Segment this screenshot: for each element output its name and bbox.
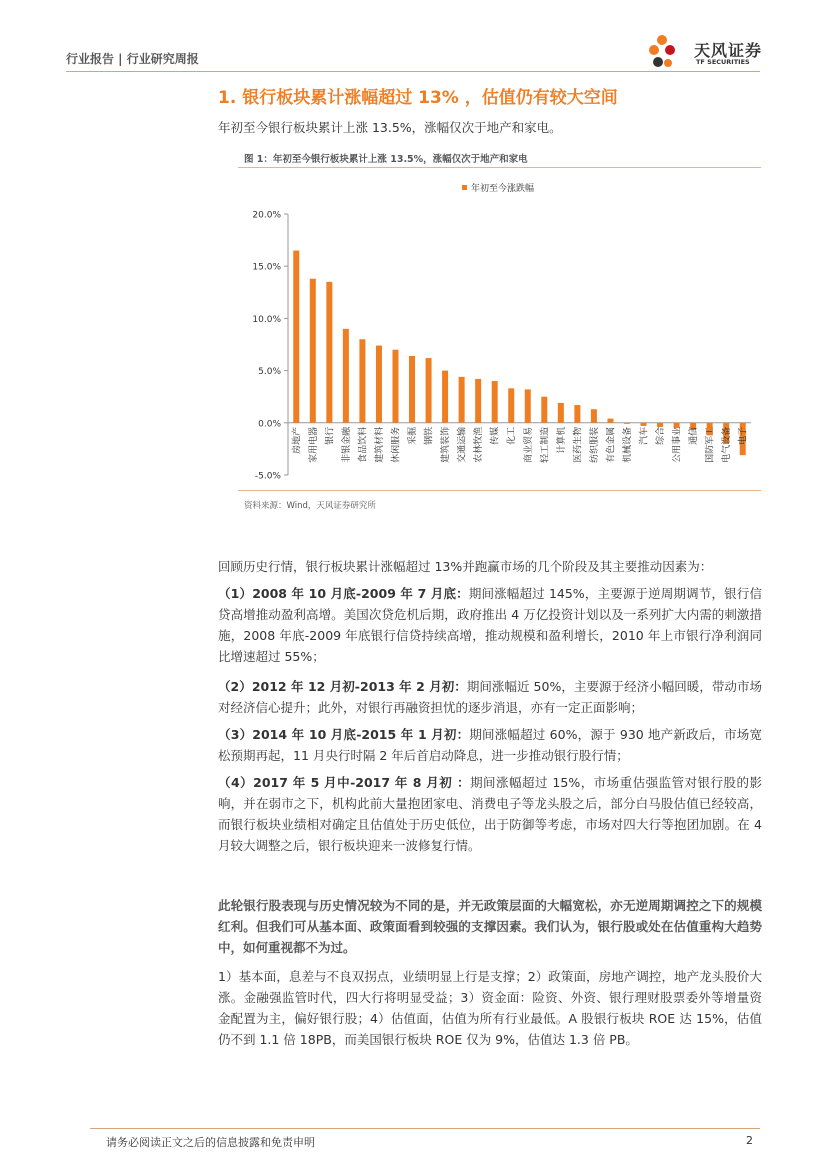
phase-2-heading: （2）2012 年 12 月初-2013 年 2 月初：	[218, 679, 467, 694]
phase-3-heading: （3）2014 年 10 月底-2015 年 1 月初：	[218, 727, 470, 742]
phase-4-heading: （4）2017 年 5 月中-2017 年 8 月初 ：	[218, 775, 471, 790]
x-category-label: 非银金融	[341, 426, 352, 463]
bar	[293, 251, 299, 423]
legend-label: 年初至今涨跌幅	[471, 184, 535, 194]
x-category-label: 公用事业	[672, 426, 683, 463]
x-category-label: 商业贸易	[523, 426, 534, 463]
bar	[426, 358, 432, 423]
x-category-label: 电子	[738, 426, 749, 445]
x-category-label: 国防军工	[705, 426, 716, 463]
bar	[508, 388, 514, 422]
figure-bottom-rule	[238, 490, 761, 491]
bar	[525, 389, 531, 422]
x-category-label: 交通运输	[457, 426, 468, 463]
logo-text-en: TF SECURITIES	[696, 58, 750, 66]
section-subtitle: 年初至今银行板块累计上涨 13.5%，涨幅仅次于地产和家电。	[218, 120, 562, 135]
bar	[475, 379, 481, 423]
phase-4-text: 期间涨幅超过 15%，市场重估强监管对银行股的影响，并在弱市之下，机构此前大量抱团家电、消费电子等龙头股之后，部分白马股估值已经较高，而银行板块业绩相对确定且估值处于历史低位，出于防御等考虑，市场对四大行等抱团加剧。在 4 月较大调整之后，银行板块迎来一波修复行情。	[218, 775, 762, 853]
x-category-label: 传媒	[490, 426, 501, 445]
intro-paragraph: 回顾历史行情，银行板块累计涨幅超过 13%并跑赢市场的几个阶段及其主要推动因素为：	[218, 559, 713, 574]
section-title: 1. 银行板块累计涨幅超过 13% ，估值仍有较大空间	[218, 88, 618, 108]
x-category-label: 化工	[507, 426, 518, 445]
bar	[376, 346, 382, 423]
figure-top-rule	[238, 167, 761, 168]
bar	[326, 282, 332, 423]
x-category-label: 通信	[689, 426, 700, 445]
x-category-label: 建筑材料	[374, 426, 385, 463]
y-tick-label: 10.0%	[252, 314, 281, 325]
x-category-label: 机械设备	[622, 426, 633, 463]
x-category-label: 银行	[325, 426, 336, 445]
phase-1-paragraph	[218, 583, 762, 667]
figure-source: 资料来源：Wind，天风证券研究所	[244, 501, 376, 511]
x-category-label: 纺织服装	[589, 426, 600, 463]
y-tick-label: 0.0%	[258, 419, 281, 430]
phase-4-paragraph	[218, 772, 762, 856]
legend-swatch	[462, 185, 467, 190]
x-category-label: 钢铁	[424, 426, 435, 445]
figure-title: 图 1：年初至今银行板块累计上涨 13.5%，涨幅仅次于地产和家电	[244, 154, 528, 165]
bar	[310, 279, 316, 423]
factors-paragraph: 1）基本面，息差与不良双拐点，业绩明显上行是支撑；2）政策面，房地产调控，地产龙头股价大涨。金融强监管时代，四大行将明显受益；3）资金面：险资、外资、银行理财股票委外等增量资金配置为主，偏好银行股；4）估值面，估值为所有行业最低。A 股银行板块 ROE 达 15%，估值仍不到 1.1 倍 18PB，而美国银行板块 ROE 仅为 9%，估值达 1.3 倍 PB。	[218, 969, 762, 1047]
bar	[409, 356, 415, 423]
phase-3-paragraph	[218, 724, 762, 766]
bar	[574, 405, 580, 423]
bar	[591, 409, 597, 423]
x-category-label: 建筑装饰	[441, 426, 452, 463]
x-category-label: 休闲服务	[391, 426, 402, 463]
bar	[541, 397, 547, 423]
phase-3-text: 期间涨幅超过 60%，源于 930 地产新政后，市场宽松预期再起，11 月央行时隔 2 年后首启动降息，进一步推动银行股行情；	[218, 727, 762, 763]
x-category-label: 医药生物	[573, 426, 584, 463]
x-category-label: 综合	[656, 426, 667, 445]
logo-text-cn: 天风证券	[694, 41, 763, 60]
bar	[359, 339, 365, 423]
x-category-label: 计算机	[556, 426, 567, 454]
header-breadcrumb: 行业报告 | 行业研究周报	[66, 52, 199, 66]
bar	[492, 381, 498, 423]
x-category-label: 有色金属	[606, 426, 617, 463]
bar	[607, 419, 613, 423]
conclusion-bold-paragraph: 此轮银行股表现与历史情况较为不同的是，并无政策层面的大幅宽松，亦无逆周期调控之下的规模红利。但我们可从基本面、政策面看到较强的支撑因素。我们认为，银行股或处在估值重构大趋势中，如何重视都不为过。	[218, 898, 762, 955]
x-category-label: 汽车	[639, 426, 650, 445]
bar	[641, 423, 647, 426]
bar	[657, 423, 663, 427]
bar	[343, 329, 349, 423]
y-tick-label: -5.0%	[254, 471, 281, 482]
x-category-label: 食品饮料	[358, 426, 369, 463]
logo-petal-left	[649, 45, 659, 55]
x-category-label: 轻工制造	[540, 426, 551, 463]
bar	[624, 423, 630, 424]
page-number: 2	[746, 1134, 753, 1147]
bar	[459, 377, 465, 423]
footer-divider	[90, 1128, 760, 1129]
y-tick-label: 15.0%	[252, 262, 281, 273]
x-category-label: 电气设备	[722, 426, 733, 463]
footer-disclaimer: 请务必阅读正文之后的信息披露和免责申明	[106, 1136, 315, 1149]
bar-chart	[238, 170, 761, 488]
bar	[558, 403, 564, 423]
x-category-label: 家用电器	[308, 426, 319, 463]
logo-petal-bottom-left	[653, 57, 663, 67]
x-category-label: 采掘	[408, 426, 419, 445]
y-tick-label: 5.0%	[258, 367, 281, 378]
phase-1-heading: （1）2008 年 10 月底-2009 年 7 月底：	[218, 586, 469, 601]
bar	[392, 350, 398, 423]
y-tick-label: 20.0%	[252, 210, 281, 221]
phase-1-text: 期间涨幅超过 145%，主要源于逆周期调节，银行信贷高增推动盈利高增。美国次贷危机后期，政府推出 4 万亿投资计划以及一系列扩大内需的刺激措施，2008 年底-2009 年底银行信贷持续高增，推动规模和盈利增长，2010 年上市银行净利润同比增速超过 55%；	[218, 586, 762, 664]
phase-2-paragraph	[218, 676, 762, 718]
logo-petal-top	[657, 35, 667, 45]
x-category-label: 房地产	[292, 426, 303, 454]
phase-2-text: 期间涨幅近 50%，主要源于经济小幅回暖，带动市场对经济信心提升；此外，对银行再融资担忧的逐步消退，亦有一定正面影响；	[218, 679, 762, 715]
x-category-label: 农林牧渔	[474, 426, 485, 463]
logo-petal-bottom-right	[664, 59, 672, 67]
bar	[442, 371, 448, 423]
logo-petal-right	[665, 45, 675, 55]
